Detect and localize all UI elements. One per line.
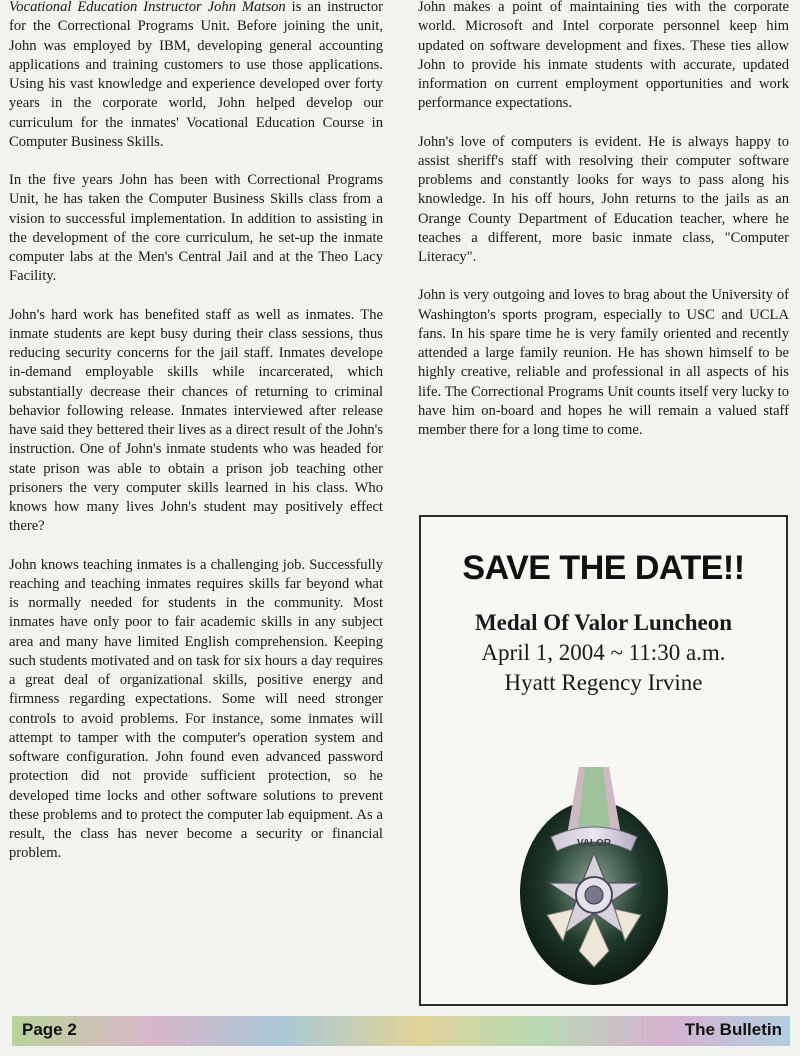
right-article-column: [418, 0, 789, 459]
event-date-time: April 1, 2004 ~ 11:30 a.m.: [481, 640, 726, 665]
medal-of-valor-icon: [511, 765, 681, 985]
page-number: Page 2: [22, 1020, 77, 1039]
event-location: Hyatt Regency Irvine: [504, 670, 703, 695]
publication-name: The Bulletin: [684, 1020, 782, 1039]
left-paragraph-3: John's hard work has benefited staff as well as inmates. The inmate students are kept busy during their class sessions, thus reducing security concerns for the jail staff. Inmates develope in-demand employable skills while incarcerated, which substantially decrease their chances of returning to criminal behavior following release. Inmates interviewed after release have said they bettered their lives as a direct result of the John's instruction. One of John's inmate students who was headed for state prison was able to obtain a prison job teaching other prisoners the very computer skills learned in his class. Who knows how many lives John's student may positively effect there?: [9, 306, 383, 535]
right-paragraph-3: John is very outgoing and loves to brag about the University of Washington's sports program, especially to USC and UCLA fans. In his spare time he is very family oriented and recently attended a large family reunion. He has shown himself to be highly creative, reliable and professional in all aspects of his life. The Correctional Programs Unit counts itself very lucky to have him on-board and hopes he will remain a valued staff member there for a long time to come.: [418, 287, 789, 438]
event-name: Medal Of Valor Luncheon: [474, 610, 733, 635]
right-paragraph-2: John's love of computers is evident. He is always happy to assist sheriff's staff with resolving their computer software problems and constantly looks for ways to pass along his knowledge. In his off hours, John returns to the jails as an Orange County Department of Education teacher, where he teaches a different, more basic inmate class, "Computer Literacy".: [418, 133, 789, 265]
left-paragraph-2: In the five years John has been with Correctional Programs Unit, he has taken the Computer Business Skills class from a vision to successful implementation. In addition to assisting in the development of the core curriculum, he set-up the inmate computer labs at the Men's Central Jail and at the Theo Lacy Facility.: [9, 172, 383, 285]
left-article-column: [9, 0, 383, 883]
instructor-title: Vocational Education Instructor John Matson: [9, 0, 286, 15]
footer-bar: [12, 1016, 790, 1046]
left-paragraph-4: John knows teaching inmates is a challenging job. Successfully reaching and teaching inmates requires skills far beyond what is normally needed for students in the community. Most inmates have only poor to fair academic skills in any subject area and many have limited English comprehension. Keeping such students motivated and on task for six hours a day requires a great deal of organizational skills, positive energy and firmness regarding expectations. Some will need stronger controls to avoid problems. For instance, some inmates will attempt to tamper with the computer's operation system and software configuration. John found even advanced password protection did not provide sufficient protection, so he developed time locks and other software solutions to prevent these problems and to protect the computer lab equipment. As a result, the class has never become a security or financial problem.: [9, 556, 383, 862]
save-the-date-headline: SAVE THE DATE!!: [462, 549, 745, 587]
save-the-date-box: [419, 515, 788, 1006]
right-paragraph-1: John makes a point of maintaining ties with the corporate world. Microsoft and Intel corporate personnel keep him updated on software development and fixes. These ties allow John to provide his inmate students with accurate, updated information on current employment opportunities and work performance expectations.: [418, 0, 789, 112]
left-paragraph-1: Vocational Education Instructor John Matson is an instructor for the Correctional Programs Unit. Before joining the unit, John was employed by IBM, developing general accounting applications and training customers to use those applications. Using his vast knowledge and experience developed over forty years in the corporate world, John helped develop our curriculum for the inmates' Vocational Education Course in Computer Business Skills.: [9, 0, 383, 150]
medal-ribbon-text: VALOR: [576, 838, 612, 849]
